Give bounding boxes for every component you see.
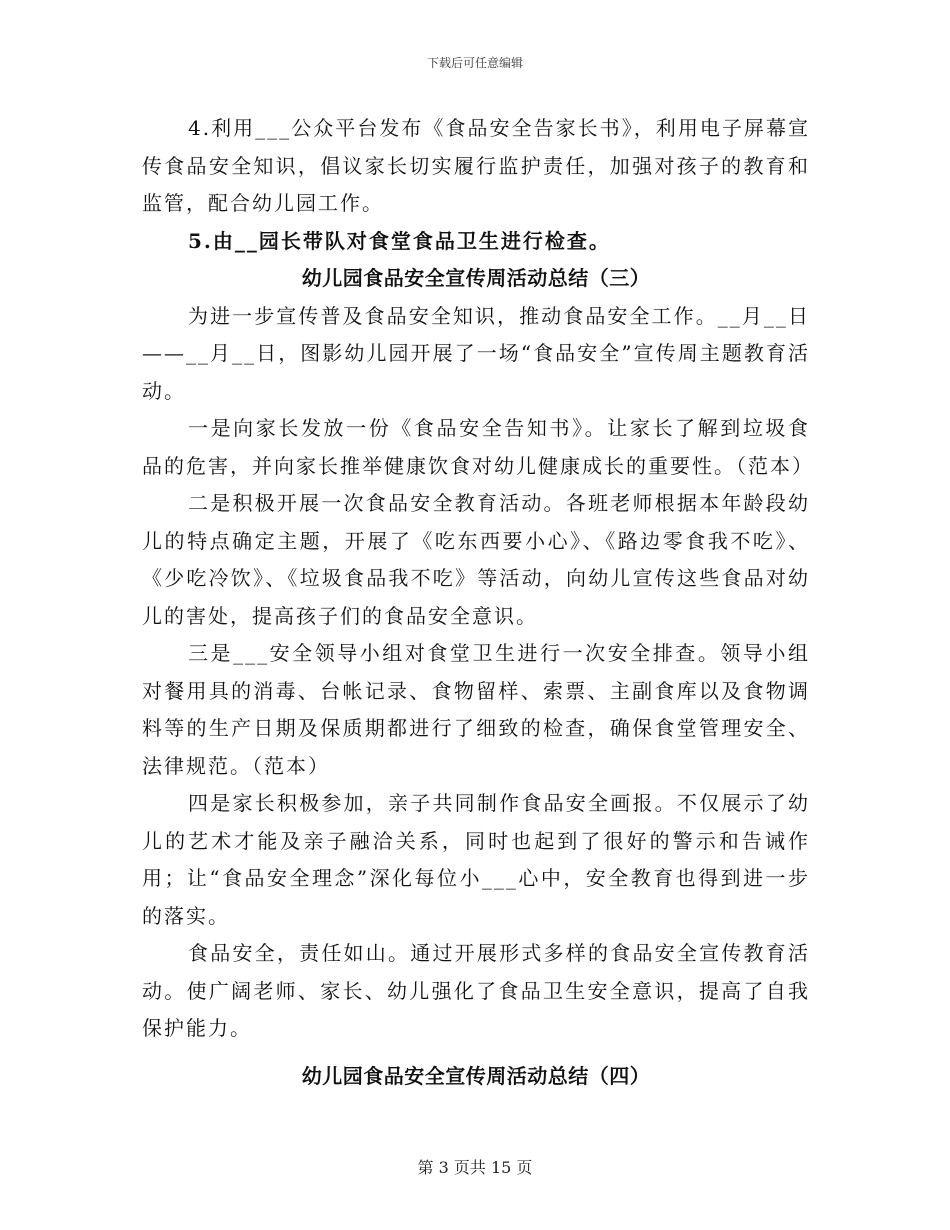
paragraph-second-measure: 二是积极开展一次食品安全教育活动。各班老师根据本年龄段幼儿的特点确定主题，开展了《吃东西要小心》、《路边零食我不吃》、《少吃冷饮》、《垃圾食品我不吃》等活动，向幼儿宣传这些食品对幼儿的害处，提高孩子们的食品安全意识。 bbox=[142, 491, 810, 628]
paragraph-intro: 为进一步宣传普及食品安全知识，推动食品安全工作。__月__日——__月__日，图影幼儿园开展了一场“食品安全”宣传周主题教育活动。 bbox=[142, 303, 810, 403]
document-body bbox=[142, 110, 814, 1095]
paragraph-first-measure: 一是向家长发放一份《食品安全告知书》。让家长了解到垃圾食品的危害，并向家长推举健康饮食对幼儿健康成长的重要性。（范本） bbox=[142, 416, 814, 478]
section-heading-3: 幼儿园食品安全宣传周活动总结（三） bbox=[301, 266, 651, 290]
paragraph-item-5: 5.由__园长带队对食堂食品卫生进行检查。 bbox=[188, 228, 611, 253]
page-footer: 第 3 页共 15 页 bbox=[417, 1158, 533, 1177]
paragraph-item-4: 4.利用___公众平台发布《食品安全告家长书》，利用电子屏幕宣传食品安全知识，倡议家长切实履行监护责任，加强对孩子的教育和监管，配合幼儿园工作。 bbox=[142, 116, 810, 215]
paragraph-third-measure: 三是___安全领导小组对食堂卫生进行一次安全排查。领导小组对餐用具的消毒、台帐记录、食物留样、索票、主副食库以及食物调料等的生产日期及保质期都进行了细致的检查，确保食堂管理安全、法律规范。（范本） bbox=[142, 641, 810, 778]
paragraph-fourth-measure: 四是家长积极参加，亲子共同制作食品安全画报。不仅展示了幼儿的艺术才能及亲子融洽关系，同时也起到了很好的警示和告诫作用；让“食品安全理念”深化每位小___心中，安全教育也得到进一步的落实。 bbox=[142, 791, 810, 928]
paragraph-conclusion: 食品安全，责任如山。通过开展形式多样的食品安全宣传教育活动。使广阔老师、家长、幼儿强化了食品卫生安全意识，提高了自我保护能力。 bbox=[142, 941, 810, 1040]
page-header: 下载后可任意编辑 bbox=[426, 56, 523, 70]
section-heading-4: 幼儿园食品安全宣传周活动总结（四） bbox=[301, 1063, 651, 1088]
